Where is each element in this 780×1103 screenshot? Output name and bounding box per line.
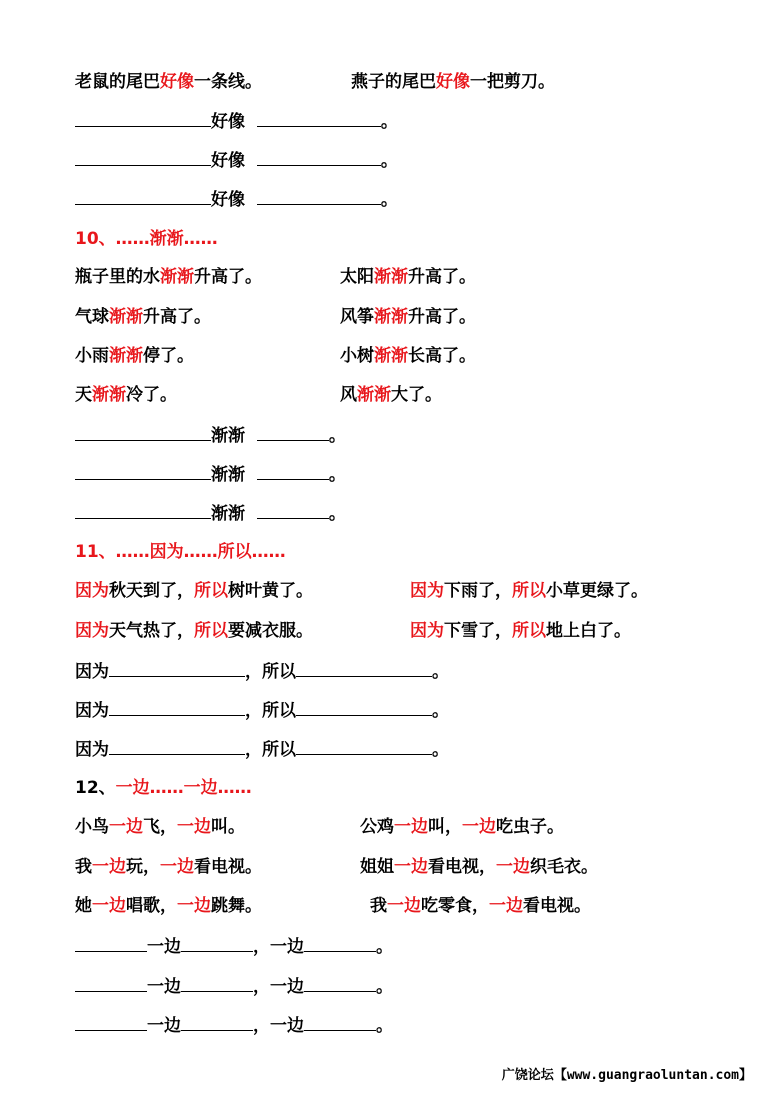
example-row — [75, 70, 555, 94]
page-footer — [502, 1064, 752, 1083]
blank-field[interactable] — [257, 500, 329, 519]
example-row: 她一边唱歌，一边跳舞。 我一边吃零食，一边看电视。 — [75, 896, 591, 916]
blank-field[interactable] — [109, 658, 245, 677]
keyword: 好像 — [160, 72, 194, 92]
fill-row: 渐渐 。 — [75, 500, 346, 526]
example-text: 一条线。 — [194, 72, 262, 92]
fill-row: 渐渐 。 — [75, 461, 346, 487]
footer-site-name: 广饶论坛 — [501, 1068, 554, 1083]
blank-field[interactable] — [75, 461, 211, 480]
blank-field[interactable] — [181, 973, 253, 992]
blank-field[interactable] — [257, 422, 329, 441]
example-row: 小鸟一边飞，一边叫。 公鸡一边叫，一边吃虫子。 — [75, 817, 564, 837]
example-row: 因为秋天到了，所以树叶黄了。 因为下雨了，所以小草更绿了。 — [75, 581, 648, 601]
blank-field[interactable] — [75, 500, 211, 519]
example-row: 小雨渐渐停了。 小树渐渐长高了。 — [75, 346, 476, 366]
fill-row: 因为 ，所以 。 — [75, 736, 449, 762]
fill-row: 渐渐 。 — [75, 422, 346, 448]
blank-field[interactable] — [75, 147, 211, 166]
blank-field[interactable] — [75, 108, 211, 127]
blank-field[interactable] — [75, 422, 211, 441]
blank-field[interactable] — [304, 1012, 376, 1031]
fill-row: 一边 ，一边 。 — [75, 1012, 393, 1038]
blank-field[interactable] — [257, 147, 381, 166]
fill-row: 一边 ，一边 。 — [75, 933, 393, 959]
blank-field[interactable] — [109, 697, 245, 716]
section-heading: 12、一边……一边…… — [75, 778, 252, 798]
blank-field[interactable] — [109, 736, 245, 755]
blank-field[interactable] — [304, 973, 376, 992]
blank-field[interactable] — [75, 933, 147, 952]
fill-row: 一边 ，一边 。 — [75, 973, 393, 999]
example-right: 燕子的尾巴好像一把剪刀。 — [351, 72, 555, 92]
fill-row: 好像 。 — [75, 108, 398, 134]
fill-row: 好像 。 — [75, 147, 398, 173]
blank-field[interactable] — [181, 933, 253, 952]
fill-row: 因为 ，所以 。 — [75, 697, 449, 723]
blank-field[interactable] — [304, 933, 376, 952]
blank-field[interactable] — [181, 1012, 253, 1031]
blank-field[interactable] — [257, 186, 381, 205]
blank-field[interactable] — [75, 1012, 147, 1031]
fill-row: 好像 。 — [75, 186, 398, 212]
blank-field[interactable] — [296, 658, 432, 677]
blank-field[interactable] — [75, 186, 211, 205]
example-row: 因为天气热了，所以要减衣服。 因为下雪了，所以地上白了。 — [75, 621, 631, 641]
example-row: 我一边玩，一边看电视。 姐姐一边看电视，一边织毛衣。 — [75, 857, 598, 877]
blank-field[interactable] — [75, 973, 147, 992]
section-heading: 10、……渐渐…… — [75, 229, 218, 249]
example-row: 天渐渐冷了。 风渐渐大了。 — [75, 385, 442, 405]
blank-field[interactable] — [257, 108, 381, 127]
footer-site-url[interactable]: 【www.guangraoluntan.com】 — [553, 1068, 752, 1083]
blank-field[interactable] — [296, 736, 432, 755]
section-heading: 11、……因为……所以…… — [75, 542, 286, 562]
example-row: 瓶子里的水渐渐升高了。 太阳渐渐升高了。 — [75, 267, 476, 287]
blank-field[interactable] — [257, 461, 329, 480]
fill-row: 因为 ，所以 。 — [75, 658, 449, 684]
example-row: 气球渐渐升高了。 风筝渐渐升高了。 — [75, 307, 476, 327]
example-text: 老鼠的尾巴 — [75, 72, 160, 92]
blank-field[interactable] — [296, 697, 432, 716]
